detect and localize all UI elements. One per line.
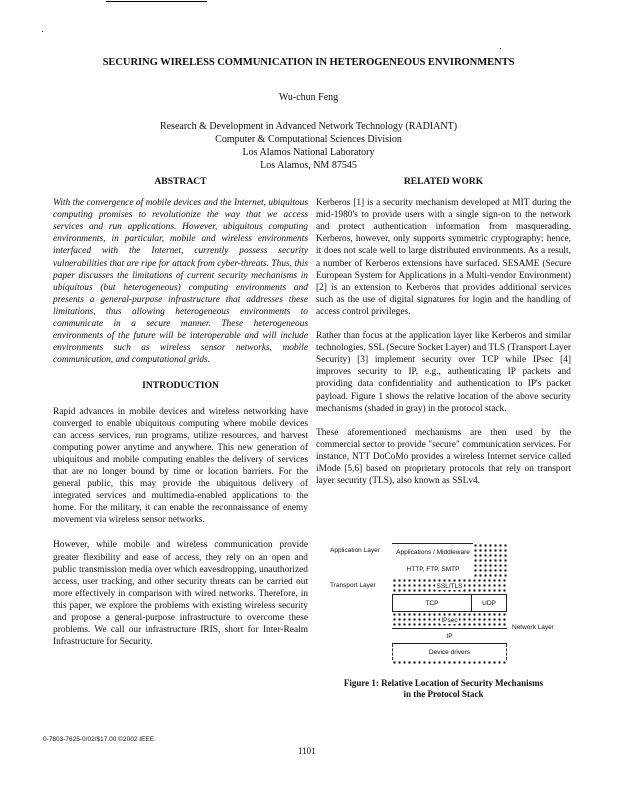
device-drivers-box: Device drivers [392,644,507,660]
related-work-paragraph: Kerberos [1] is a security mechanism developed at MIT during the mid-1980's to provide users with a single sign-on to the network and protect authentication information from masquerading. Kerberos, however, only supports symmetric cryptography; hence, it does not scale well to large distributed environments. As a result, a number of Kerberos extensions have surfaced. SESAME (Secure European System for Applications in a Multi-vendor Environment) [2] is an extension to Kerberos that provides additional services such as the use of digital signatures for login and the handling of access control privileges. [316,198,571,317]
right-column [316,176,571,487]
scan-speck [500,48,501,49]
transport-layer-label: Transport Layer [330,582,376,589]
abstract-text: With the convergence of mobile devices and the Internet, ubiquitous computing promises to revolutionize the way that we access services and run applications. However, ubiquitous computing environments, in particular, mobile and wireless environments interfaced with the Internet, currently possess security vulnerabilities that are ripe for attack from cyber-threats. Thus, this paper discusses the limitations of current security mechanisms in ubiquitous (but heterogeneous) computing environments and presents a general-purpose infrastructure that addresses these limitations, thus allowing heterogeneous environments to communicate in a secure manner. These heterogeneous environments of the future will be interoperable and will include environments such as wireless sensor networks, mobile communication, and computational grids. [53,198,308,366]
tcp-box: TCP [392,594,472,612]
application-layer-label: Application Layer [330,547,380,554]
related-work-heading: RELATED WORK [403,176,484,187]
ip-box: IP [392,628,507,644]
introduction-heading: INTRODUCTION [142,380,219,392]
paper-title: SECURING WIRELESS COMMUNICATION IN HETEROGENEOUS ENVIRONMENTS [102,57,515,68]
header-rule [106,1,207,2]
affiliation-line: Los Alamos National Laboratory [242,147,375,158]
ipsec-box: IPsec [392,612,507,628]
author-name: Wu-chun Feng [278,92,339,103]
affiliation-line: Los Alamos, NM 87545 [260,160,357,171]
figure-caption: Figure 1: Relative Location of Security Mechanisms in the Protocol Stack [343,678,544,699]
related-work-paragraph: Rather than focus at the application layer like Kerberos and similar technologies, SSL (Secure Socket Layer) and TLS (Transport Layer Security) [3] implement security over TCP while IPsec [4] improves security to IP, e.g., authenticating IP packets and providing data confidentiality and authentication to IP's packet payload. Figure 1 shows the relative location of the above security mechanisms (shaded in gray) in the protocol stack. [316,331,571,414]
abstract-heading: ABSTRACT [154,176,207,187]
applications-box: Applications / Middleware [392,543,474,561]
udp-box: UDP [471,594,507,612]
related-work-paragraph: These aforementioned mechanisms are then used by the commercial sector to provide "secure" communication services. For instance, NTT DoCoMo provides a wireless Internet service called iMode [5,6] based on proprietary protocols that rely on transport layer security (TLS), also known as SSLv4. [316,427,571,487]
protocol-stack-figure [330,543,570,673]
scan-speck [42,31,43,32]
affiliation-line: Computer & Computational Sciences Division [215,134,402,145]
affiliation-block [0,120,617,172]
network-layer-label: Network Layer [512,624,554,631]
protocols-box: HTTP, FTP, SMTP [392,561,474,578]
page-number: 1101 [298,746,316,756]
figure-bottom-border [392,660,507,664]
affiliation-line: Research & Development in Advanced Network Technology (RADIANT) [159,121,458,132]
introduction-paragraph: Rapid advances in mobile devices and wireless networking have converged to enable ubiquitous computing where mobile devices can access services, run programs, utilize resources, and harvest computing power anytime and anywhere. This new generation of ubiquitous and mobile computing enables the delivery of services that are no longer bound by time or location barriers. For the general public, this may provide the ubiquitous delivery of integrated services and multimedia-enabled applications to the home. For the military, it can enable the reconnaissance of enemy movement via wireless sensor networks. [53,406,308,526]
copyright-notice: 0-7803-7625-0/02/$17.00 ©2002 IEEE. [43,736,156,743]
introduction-paragraph: However, while mobile and wireless communication provide greater flexibility and ease of access, they rely on an open and public transmission media over which eavesdropping, unauthorized access, user tracking, and other security threats can be carried out more effectively in comparison with wired networks. Therefore, in this paper, we explore the problems with existing wireless security and propose a general-purpose infrastructure to overcome these problems. We call our infrastructure IRIS, short for Inter-Realm Infrastructure for Security. [53,540,308,648]
ssl-tls-box: SSL/TLS [392,578,507,594]
left-column [53,176,308,648]
